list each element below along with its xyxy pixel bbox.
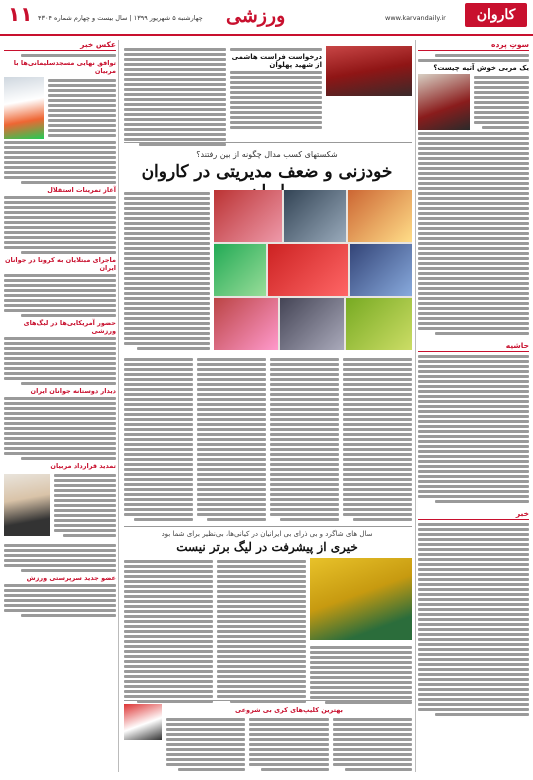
article-headline: حضور آمریکایی‌ها در لیگ‌های ورزشی <box>23 319 116 335</box>
article-headline: بهترین کلیپ‌های کری بی شروعی <box>235 706 343 714</box>
banner-article <box>124 558 306 703</box>
text-block <box>418 54 529 62</box>
article-body <box>418 355 529 503</box>
article-headline: ماجرای مبتلایان به کرونا در جوانان ایران <box>4 256 116 272</box>
banner-title: خیری از پیشرفت در لیگ برتر نیست <box>176 540 358 554</box>
player-photo <box>326 46 412 96</box>
left-column <box>4 40 116 772</box>
left-column-header: عکس خبر <box>4 40 116 51</box>
article-headline: یک مربی خوش آتیه چیست؟ <box>433 64 529 72</box>
article-headline: توافق نهایی مسجدسلیمانی‌ها با مربیان <box>13 59 116 75</box>
hero-collage <box>214 190 412 350</box>
coach-photo <box>4 77 44 139</box>
article-headline: تمدید قرارداد مربیان <box>50 462 116 470</box>
official-photo <box>4 474 50 536</box>
article-headline: دیدار دوستانه جوانان ایران <box>30 387 116 395</box>
masthead <box>0 0 533 36</box>
section-header: خبر <box>418 509 529 520</box>
top-article-left <box>124 46 226 146</box>
hero-text-left <box>124 190 210 350</box>
football-photo <box>418 74 470 130</box>
right-column-header: سوتِ پرده <box>418 40 529 51</box>
right-column <box>418 40 529 772</box>
article-body <box>418 132 529 335</box>
player-thumbnail <box>124 704 162 740</box>
divider <box>124 526 412 527</box>
top-article <box>230 46 322 129</box>
hero-body <box>124 356 412 521</box>
article-headline: آغاز تمرینات استقلال <box>47 186 116 194</box>
divider <box>124 142 412 143</box>
section-header: حاشیه <box>418 341 529 352</box>
hero-title: خودزنی و ضعف مدیریتی در کاروان <box>141 162 393 182</box>
bottom-article <box>166 704 412 771</box>
website-url[interactable]: www.karvandaily.ir <box>385 14 446 22</box>
section-title: ورزشی <box>226 5 286 27</box>
article-headline: عضو جدید سرپرستی ورزش <box>26 574 116 582</box>
banner-kicker: سال های شاگرد و بی ذرای بی ایرانیان در کیانی‌ها، بی‌نظیر برای شما بود <box>161 530 373 538</box>
article-body <box>418 523 529 716</box>
column-divider <box>415 40 416 772</box>
divider <box>124 700 412 701</box>
banner-article-right <box>310 644 412 704</box>
column-divider <box>118 40 119 772</box>
hero-kicker: شکستهای کسب مدال چگونه از بین رفتند؟ <box>196 150 338 159</box>
dateline: چهارشنبه ۵ شهریور ۱۳۹۹ | سال بیست و چهارم شماره ۴۳۰۴ <box>38 14 203 22</box>
newspaper-logo: کاروان <box>465 3 527 27</box>
article-headline: درخواست فراست هاشمی از شهید پهلوان <box>231 53 322 69</box>
page-number: ۱۱ <box>8 2 33 26</box>
footballer-photo <box>310 558 412 640</box>
